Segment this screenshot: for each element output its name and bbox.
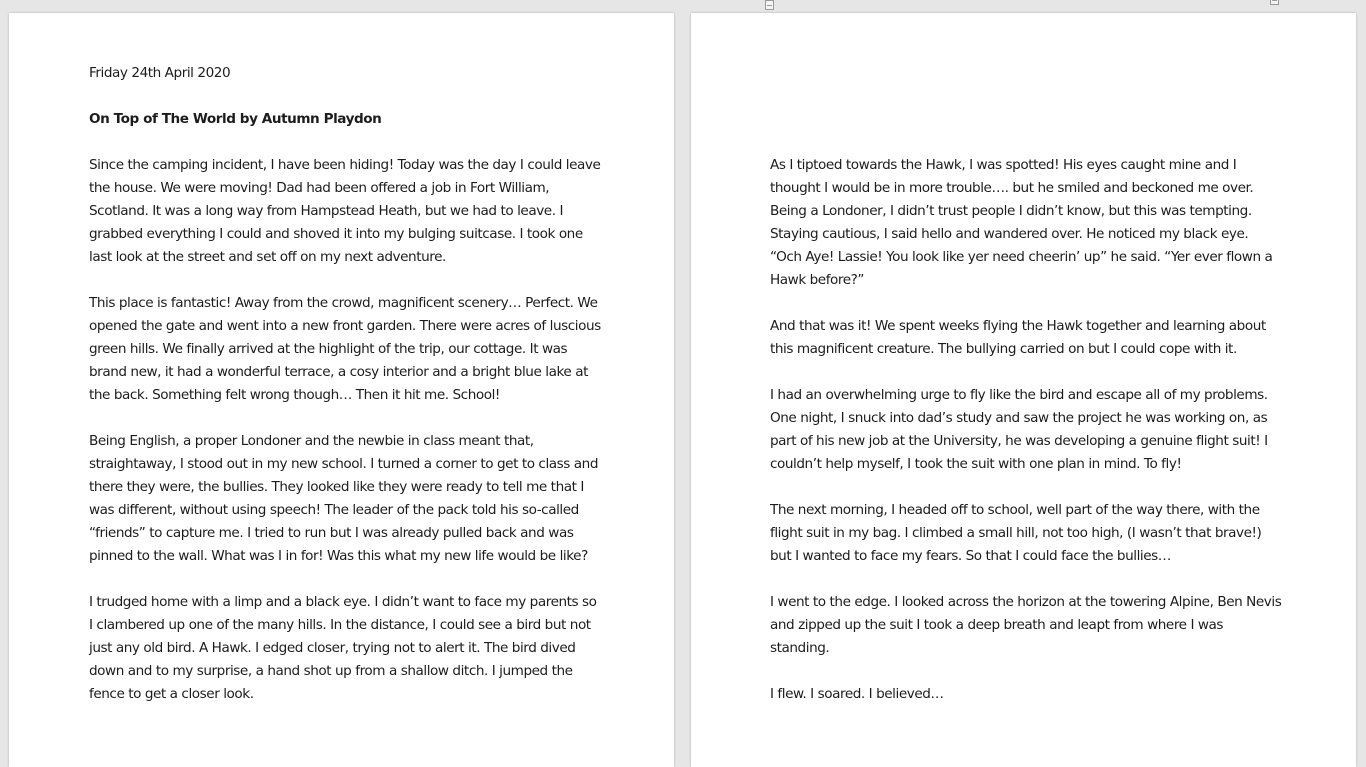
ruler-indent-marker-left[interactable] (765, 0, 774, 10)
paragraph: Since the camping incident, I have been hiding! Today was the day I could leave the house. We were moving! Dad had been offered a job in Fort William, Scotland. It was a long way from Hampstead Heath, but we had to leave. I grabbed everything I could and shoved it into my bulging suitcase. I took one last look at the street and set off on my next adventure. (89, 157, 601, 265)
paragraph: I went to the edge. I looked across the horizon at the towering Alpine, Ben Nevis and zipped up the suit I took a deep breath and leapt from where I was standing. (770, 594, 1282, 656)
paragraph: I had an overwhelming urge to fly like the bird and escape all of my problems. One night, I snuck into dad’s study and saw the project he was working on, as part of his new job at the University, he was developing a genuine flight suit! I couldn’t help myself, I took the suit with one plan in mind. To fly! (770, 387, 1268, 472)
paragraph: And that was it! We spent weeks flying the Hawk together and learning about this magnificent creature. The bullying carried on but I could cope with it. (770, 318, 1266, 357)
page-1-text[interactable] (89, 62, 601, 729)
ruler-indent-marker-right[interactable] (1270, 0, 1279, 5)
document-page-2 (691, 13, 1356, 767)
document-page-1 (9, 13, 674, 767)
paragraph: I flew. I soared. I believed… (770, 686, 944, 702)
document-date: Friday 24th April 2020 (89, 65, 231, 81)
document-title: On Top of The World by Autumn Playdon (89, 111, 382, 127)
paragraph: Being English, a proper Londoner and the newbie in class meant that, straightaway, I stood out in my new school. I turned a corner to get to class and there they were, the bullies. They looked like they were ready to tell me that I was different, without using speech! The leader of the pack told his so-called “friends” to capture me. I tried to run but I was already pulled back and was pinned to the wall. What was I in for! Was this what my new life would be like? (89, 433, 599, 564)
paragraph: This place is fantastic! Away from the crowd, magnificent scenery… Perfect. We opened the gate and went into a new front garden. There were acres of luscious green hills. We finally arrived at the highlight of the trip, our cottage. It was brand new, it had a wonderful terrace, a cosy interior and a bright blue lake at the back. Something felt wrong though… Then it hit me. School! (89, 295, 601, 403)
page-2-text[interactable] (770, 154, 1282, 729)
paragraph: I trudged home with a limp and a black eye. I didn’t want to face my parents so I clambered up one of the many hills. In the distance, I could see a bird but not just any old bird. A Hawk. I edged closer, trying not to alert it. The bird dived down and to my surprise, a hand shot up from a shallow ditch. I jumped the fence to get a closer look. (89, 594, 597, 702)
paragraph: The next morning, I headed off to school, well part of the way there, with the flight suit in my bag. I climbed a small hill, not too high, (I wasn’t that brave!) but I wanted to face my fears. So that I could face the bullies… (770, 502, 1262, 564)
paragraph: As I tiptoed towards the Hawk, I was spotted! His eyes caught mine and I thought I would be in more trouble…. but he smiled and beckoned me over. Being a Londoner, I didn’t trust people I didn’t know, but this was tempting. Staying cautious, I said hello and wandered over. He noticed my black eye. “Och Aye! Lassie! You look like yer need cheerin’ up” he said. “Yer ever flown a Hawk before?” (770, 157, 1273, 288)
